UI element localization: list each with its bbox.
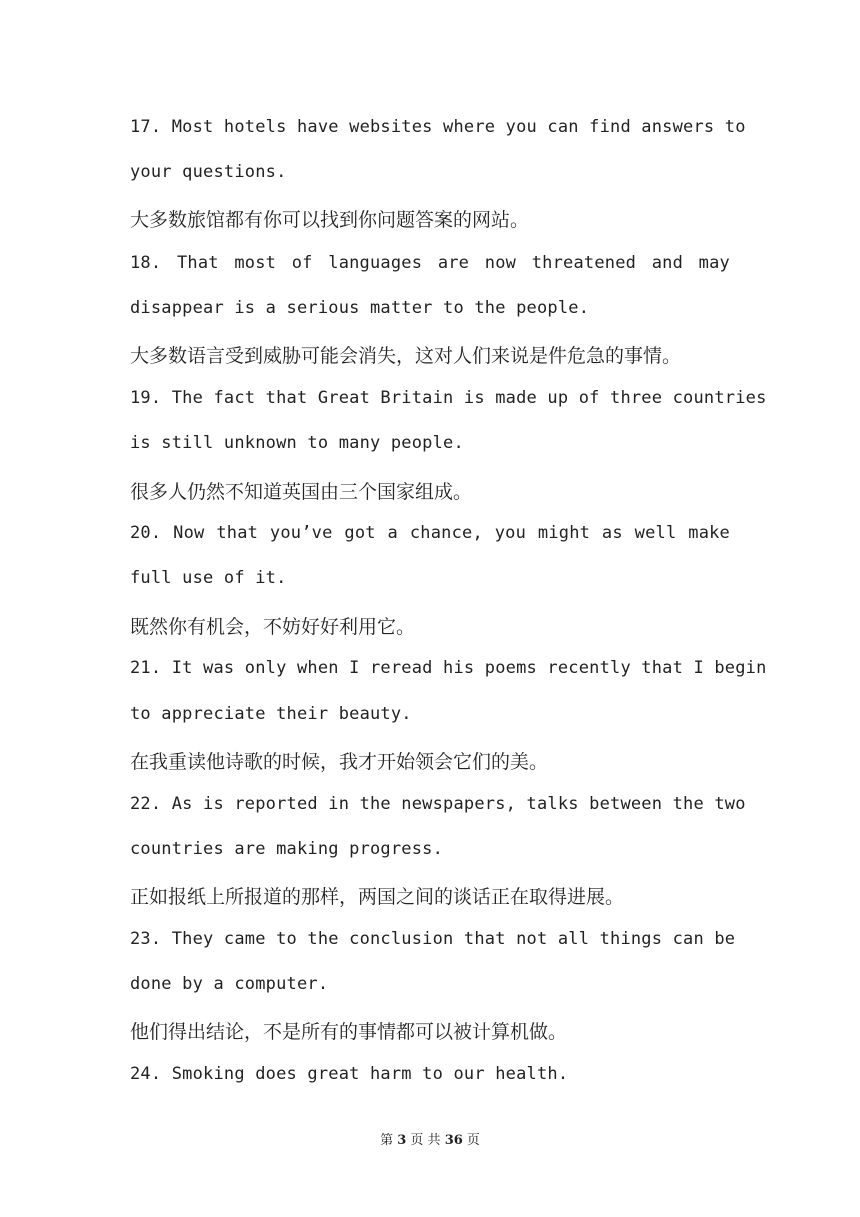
sentence-20-translation: 既然你有机会，不妨好好利用它。 [130, 616, 416, 638]
sentence-18-en-line-2: disappear is a serious matter to the people. [130, 298, 590, 318]
sentence-19-en-line-2: is still unknown to many people. [130, 433, 464, 453]
sentence-19-en-line-1: 19. The fact that Great Britain is made up of three countries [130, 388, 767, 408]
sentence-19-translation: 很多人仍然不知道英国由三个国家组成。 [130, 481, 473, 503]
sentence-20-en-line-1: 20. Now that you’ve got a chance, you might as well make [130, 523, 730, 543]
sentence-18-translation: 大多数语言受到威胁可能会消失，这对人们来说是件危急的事情。 [130, 345, 682, 367]
sentence-22-en-line-2: countries are making progress. [130, 839, 444, 859]
sentence-20-en-line-2: full use of it. [130, 568, 287, 588]
sentence-18-en-line-1: 18. That most of languages are now threatened and may [130, 253, 730, 273]
total-page-count: 36 [444, 1133, 463, 1148]
sentence-21-translation: 在我重读他诗歌的时候，我才开始领会它们的美。 [130, 751, 549, 773]
sentence-17-en-line-1: 17. Most hotels have websites where you can find answers to [130, 117, 746, 137]
sentence-21-en-line-1: 21. It was only when I reread his poems recently that I begin [130, 658, 767, 678]
current-page-number: 3 [397, 1133, 407, 1148]
sentence-17-en-line-2: your questions. [130, 162, 287, 182]
sentence-23-en-line-1: 23. They came to the conclusion that not all things can be [130, 929, 736, 949]
sentence-24-en-line-1: 24. Smoking does great harm to our health. [130, 1064, 569, 1084]
sentence-22-translation: 正如报纸上所报道的那样，两国之间的谈话正在取得进展。 [130, 886, 625, 908]
sentence-17-translation: 大多数旅馆都有你可以找到你问题答案的网站。 [130, 209, 530, 231]
sentence-23-translation: 他们得出结论，不是所有的事情都可以被计算机做。 [130, 1021, 568, 1043]
sentence-23-en-line-2: done by a computer. [130, 974, 329, 994]
sentence-21-en-line-2: to appreciate their beauty. [130, 704, 412, 724]
footer-suffix: 页 [466, 1133, 480, 1148]
footer-middle: 页 共 [410, 1133, 441, 1148]
page-footer [0, 1129, 860, 1148]
footer-prefix: 第 [380, 1133, 394, 1148]
sentence-22-en-line-1: 22. As is reported in the newspapers, talks between the two [130, 794, 746, 814]
